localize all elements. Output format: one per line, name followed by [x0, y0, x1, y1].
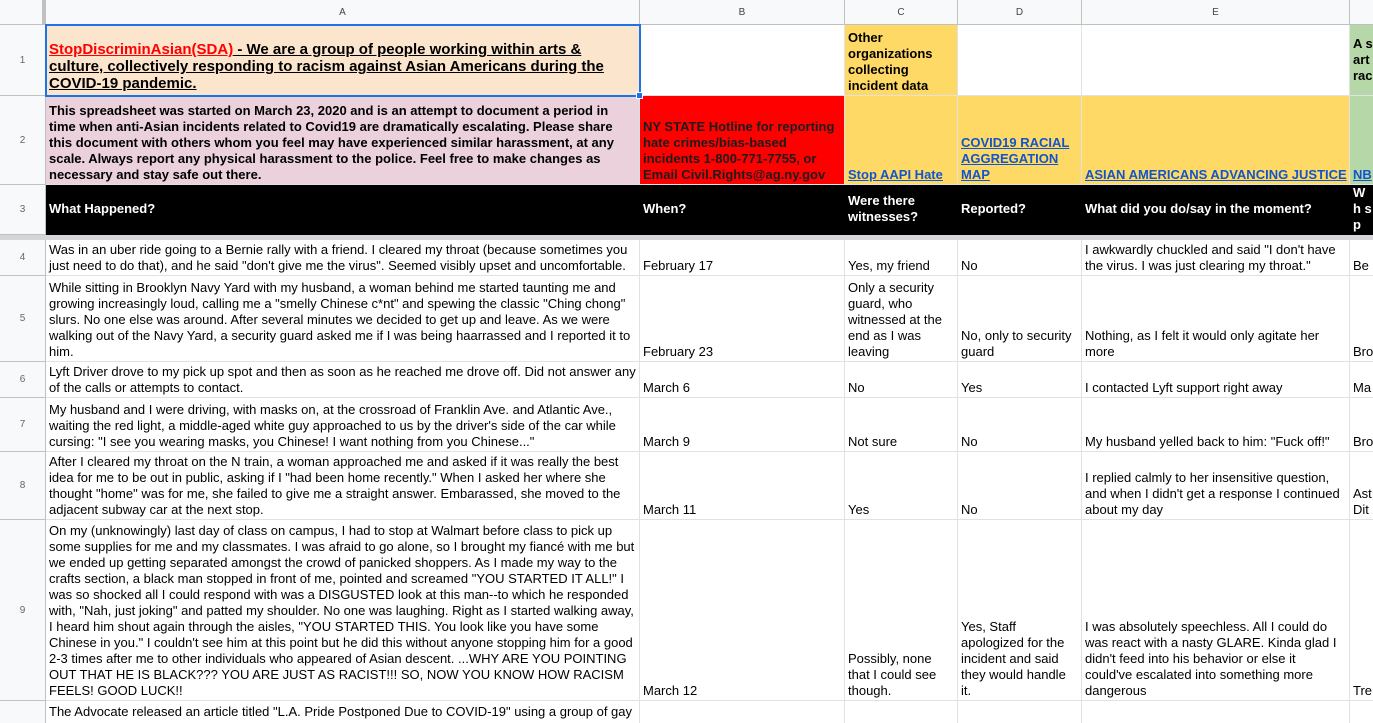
other-orgs-label: Other organizations collecting incident data	[848, 30, 933, 93]
header-reported[interactable]	[958, 185, 1082, 235]
header-f-label: Wh sp	[1353, 185, 1372, 232]
table-row-cell-reported[interactable]	[958, 240, 1082, 276]
table-row-cell-witnesses[interactable]	[845, 452, 958, 520]
column-header-c[interactable]: C	[845, 0, 958, 25]
stop-aapi-hate-link[interactable]: Stop AAPI Hate	[848, 167, 943, 182]
row-header-8[interactable]: 8	[0, 452, 46, 520]
description-text: This spreadsheet was started on March 23, 2020 and is an attempt to document a period in time when anti-Asian incidents related to Covid19 are dramatically escalating. Please share this document with others whom you feel may have experienced similar harassment, at any scale. Always report any physical harassment to the police. Feel free to make changes as necessary and stay safe out there.	[49, 103, 614, 182]
f-text: Tre	[1353, 683, 1373, 698]
when-text: February 23	[643, 344, 714, 359]
table-row-cell-witnesses[interactable]	[845, 276, 958, 362]
cell-b1[interactable]	[640, 25, 845, 96]
cell-c2[interactable]	[845, 96, 958, 185]
table-row-cell-f[interactable]	[1350, 452, 1373, 520]
response-text: I replied calmly to her insensitive question, and when I didn't get a response I continued about my day	[1085, 470, 1340, 517]
table-row-cell-response[interactable]	[1082, 452, 1350, 520]
what-text: The Advocate released an article titled "L.A. Pride Postponed Due to COVID-19" using a group of gay	[49, 704, 633, 719]
row-header-9[interactable]: 9	[0, 520, 46, 701]
header-response-label: What did you do/say in the moment?	[1085, 201, 1312, 216]
row-header-3[interactable]: 3	[0, 185, 46, 235]
table-row-cell-what[interactable]	[46, 362, 640, 398]
witnesses-text: Possibly, none that I could see though.	[848, 651, 937, 698]
row-header-1[interactable]: 1	[0, 25, 46, 96]
table-row-cell-response[interactable]	[1082, 398, 1350, 452]
header-response[interactable]	[1082, 185, 1350, 235]
what-text: Was in an uber ride going to a Bernie rally with a friend. I cleared my throat (because sometimes you just need to do that), and he said "don't give me the virus". Seemed visibly upset and uncomfortable.	[49, 242, 628, 273]
f-text: Bro	[1353, 344, 1373, 359]
table-row-cell-what[interactable]	[46, 701, 640, 723]
witnesses-text: Not sure	[848, 434, 898, 449]
cell-d2[interactable]	[958, 96, 1082, 185]
when-text: March 12	[643, 683, 698, 698]
reported-text: No	[961, 258, 978, 273]
sda-link[interactable]: StopDiscriminAsian(SDA)	[49, 41, 234, 58]
column-header-b[interactable]: B	[640, 0, 845, 25]
response-text: I was absolutely speechless. All I could do was react with a nasty GLARE. Kinda glad I didn't feed into his behavior or else it could've escalated into something more dangerous	[1085, 619, 1337, 698]
reported-text: No	[961, 502, 978, 517]
witnesses-text: Yes, my friend	[848, 258, 930, 273]
witnesses-text: Only a security guard, who witnessed at the end as I was leaving	[848, 280, 942, 359]
table-row-cell-reported[interactable]	[958, 520, 1082, 701]
when-text: March 9	[643, 434, 690, 449]
response-text: I contacted Lyft support right away	[1085, 380, 1283, 395]
column-header-f[interactable]	[1350, 0, 1373, 25]
cell-a1-intro[interactable]	[46, 25, 640, 96]
table-row-cell-when[interactable]	[640, 520, 845, 701]
header-when-label: When?	[643, 201, 687, 216]
table-row-cell-witnesses[interactable]	[845, 240, 958, 276]
table-row-cell-reported[interactable]	[958, 701, 1082, 723]
what-text: My husband and I were driving, with masks on, at the crossroad of Franklin Ave. and Atlantic Ave., waiting the red light, a middle-aged white guy approached to us by the driver's side of the car while cursing: "I see you wearing masks, you Chinese! I want nothing from you Chinese..."	[49, 402, 616, 449]
column-header-d[interactable]: D	[958, 0, 1082, 25]
fill-handle[interactable]	[636, 92, 643, 99]
nb-link[interactable]: NB	[1353, 167, 1372, 182]
header-witnesses[interactable]	[845, 185, 958, 235]
select-all-corner[interactable]	[0, 0, 46, 25]
table-row-cell-f[interactable]	[1350, 276, 1373, 362]
witnesses-text: Yes	[848, 502, 870, 517]
table-row-cell-witnesses[interactable]	[845, 520, 958, 701]
table-row-cell-response[interactable]	[1082, 240, 1350, 276]
table-row-cell-when[interactable]	[640, 398, 845, 452]
column-header-e[interactable]: E	[1082, 0, 1350, 25]
reported-text: Yes	[961, 380, 983, 395]
table-row-cell-response[interactable]	[1082, 701, 1350, 723]
reported-text: Yes, Staff apologized for the incident and said they would handle it.	[961, 619, 1066, 698]
what-text: On my (unknowingly) last day of class on campus, I had to stop at Walmart before class to pick up some supplies for me and my classmates. I was afraid to go alone, so I brought my fiancé with me but we ended up getting separated amongst the crowd of panicked shoppers. As I made my way to the crafts section, a black man stopped in front of me, pointed and screamed "YOU STARTED IT ALL!" I was so shocked all I could respond with was a DISGUSTED look at this man--to which he responded with, "Nah, just joking" and patted my shoulder. No one was laughing. Right as I started walking away, I heard him shout again through the aisles, "YOU STARTED THIS. You look like you have some Chinese in you." I couldn't see him at this point but he did this without anyone stopping him for a good 2-3 times after me to other individuals who appeared of Asian descent. ...WHY ARE YOU POINTING OUT THAT HE IS BLACK??? YOU ARE JUST AS RACIST!!! SO, NOW YOU KNOW HOW RACISM FEELS! GOOD LUCK!!	[49, 523, 635, 698]
table-row-cell-what[interactable]	[46, 276, 640, 362]
table-row-cell-when[interactable]	[640, 240, 845, 276]
what-text: While sitting in Brooklyn Navy Yard with my husband, a woman behind me started taunting me and growing increasingly loud, calling me a "smelly Chinese c*nt" and spewing the classic "Ching chong" slurs. No one else was around. After several minutes we decided to get up and leave. As we were walking out of the Navy Yard, a security guard asked me if I was being haarrassed and I reported it to him.	[49, 280, 631, 359]
table-row-cell-f[interactable]	[1350, 240, 1373, 276]
row-header-6[interactable]: 6	[0, 362, 46, 398]
header-when[interactable]	[640, 185, 845, 235]
when-text: February 17	[643, 258, 714, 273]
f1-text: A s art rac	[1353, 35, 1373, 83]
table-row-cell-when[interactable]	[640, 362, 845, 398]
hotline-text: NY STATE Hotline for reporting hate crimes/bias-based incidents 1-800-771-7755, or Email Civil.Rights@ag.ny.gov	[643, 119, 835, 182]
covid19-racial-map-link[interactable]: COVID19 RACIAL AGGREGATION MAP	[961, 135, 1070, 182]
row-header-10[interactable]	[0, 701, 46, 723]
intro-text: - We are a group of people working within arts & culture, collectively responding to racism against Asian Americans during the COVID-19 pandemic.	[49, 41, 604, 92]
f-text: Bro	[1353, 434, 1373, 449]
what-text: Lyft Driver drove to my pick up spot and then as soon as he reached me drove off. Did not answer any of the calls or attempts to contact.	[49, 364, 636, 395]
table-row-cell-what[interactable]	[46, 520, 640, 701]
when-text: March 11	[643, 502, 697, 517]
table-row-cell-f[interactable]	[1350, 362, 1373, 398]
cell-d1[interactable]	[958, 25, 1082, 96]
row-header-4[interactable]: 4	[0, 240, 46, 276]
header-witnesses-label: Were there witnesses?	[848, 193, 919, 224]
table-row-cell-f[interactable]	[1350, 701, 1373, 723]
header-f[interactable]	[1350, 185, 1373, 235]
aaaj-link[interactable]: ASIAN AMERICANS ADVANCING JUSTICE	[1085, 167, 1347, 182]
table-row-cell-what[interactable]	[46, 398, 640, 452]
cell-f2[interactable]	[1350, 96, 1373, 185]
table-row-cell-what[interactable]	[46, 452, 640, 520]
cell-c1-other-orgs[interactable]	[845, 25, 958, 96]
cell-b2-hotline[interactable]	[640, 96, 845, 185]
header-what-happened-label: What Happened?	[49, 201, 156, 216]
f-text: Ast Dit	[1353, 486, 1372, 517]
cell-e2[interactable]	[1082, 96, 1350, 185]
column-header-a[interactable]: A	[46, 0, 640, 25]
table-row-cell-reported[interactable]	[958, 452, 1082, 520]
table-row-cell-response[interactable]	[1082, 276, 1350, 362]
table-row-cell-when[interactable]	[640, 276, 845, 362]
reported-text: No, only to security guard	[961, 328, 1072, 359]
row-header-2[interactable]: 2	[0, 96, 46, 185]
table-row-cell-when[interactable]	[640, 701, 845, 723]
table-row-cell-reported[interactable]	[958, 276, 1082, 362]
when-text: March 6	[643, 380, 690, 395]
table-row-cell-witnesses[interactable]	[845, 701, 958, 723]
table-row-cell-response[interactable]	[1082, 362, 1350, 398]
table-row-cell-what[interactable]	[46, 240, 640, 276]
response-text: Nothing, as I felt it would only agitate her more	[1085, 328, 1320, 359]
table-row-cell-witnesses[interactable]	[845, 362, 958, 398]
table-row-cell-f[interactable]	[1350, 398, 1373, 452]
header-what-happened[interactable]	[46, 185, 640, 235]
cell-a2-description[interactable]	[46, 96, 640, 185]
response-text: I awkwardly chuckled and said "I don't have the virus. I was just clearing my throat."	[1085, 242, 1336, 273]
table-row-cell-witnesses[interactable]	[845, 398, 958, 452]
table-row-cell-reported[interactable]	[958, 362, 1082, 398]
f-text: Be	[1353, 258, 1369, 273]
witnesses-text: No	[848, 380, 865, 395]
cell-e1[interactable]	[1082, 25, 1350, 96]
what-text: After I cleared my throat on the N train, a woman approached me and asked if it was really the best idea for me to be out in public, asking if I "had been home recently." When I asked her where she thought "home" was for me, she failed to give me a straight answer. Embarassed, she moved to the adjacent subway car at the next stop.	[49, 454, 621, 517]
table-row-cell-when[interactable]	[640, 452, 845, 520]
f-text: Ma	[1353, 380, 1372, 395]
table-row-cell-f[interactable]	[1350, 520, 1373, 701]
reported-text: No	[961, 434, 978, 449]
table-row-cell-reported[interactable]	[958, 398, 1082, 452]
row-header-5[interactable]: 5	[0, 276, 46, 362]
response-text: My husband yelled back to him: "Fuck off!"	[1085, 434, 1330, 449]
header-reported-label: Reported?	[961, 201, 1026, 216]
row-header-7[interactable]: 7	[0, 398, 46, 452]
cell-f1[interactable]	[1350, 25, 1373, 96]
table-row-cell-response[interactable]	[1082, 520, 1350, 701]
